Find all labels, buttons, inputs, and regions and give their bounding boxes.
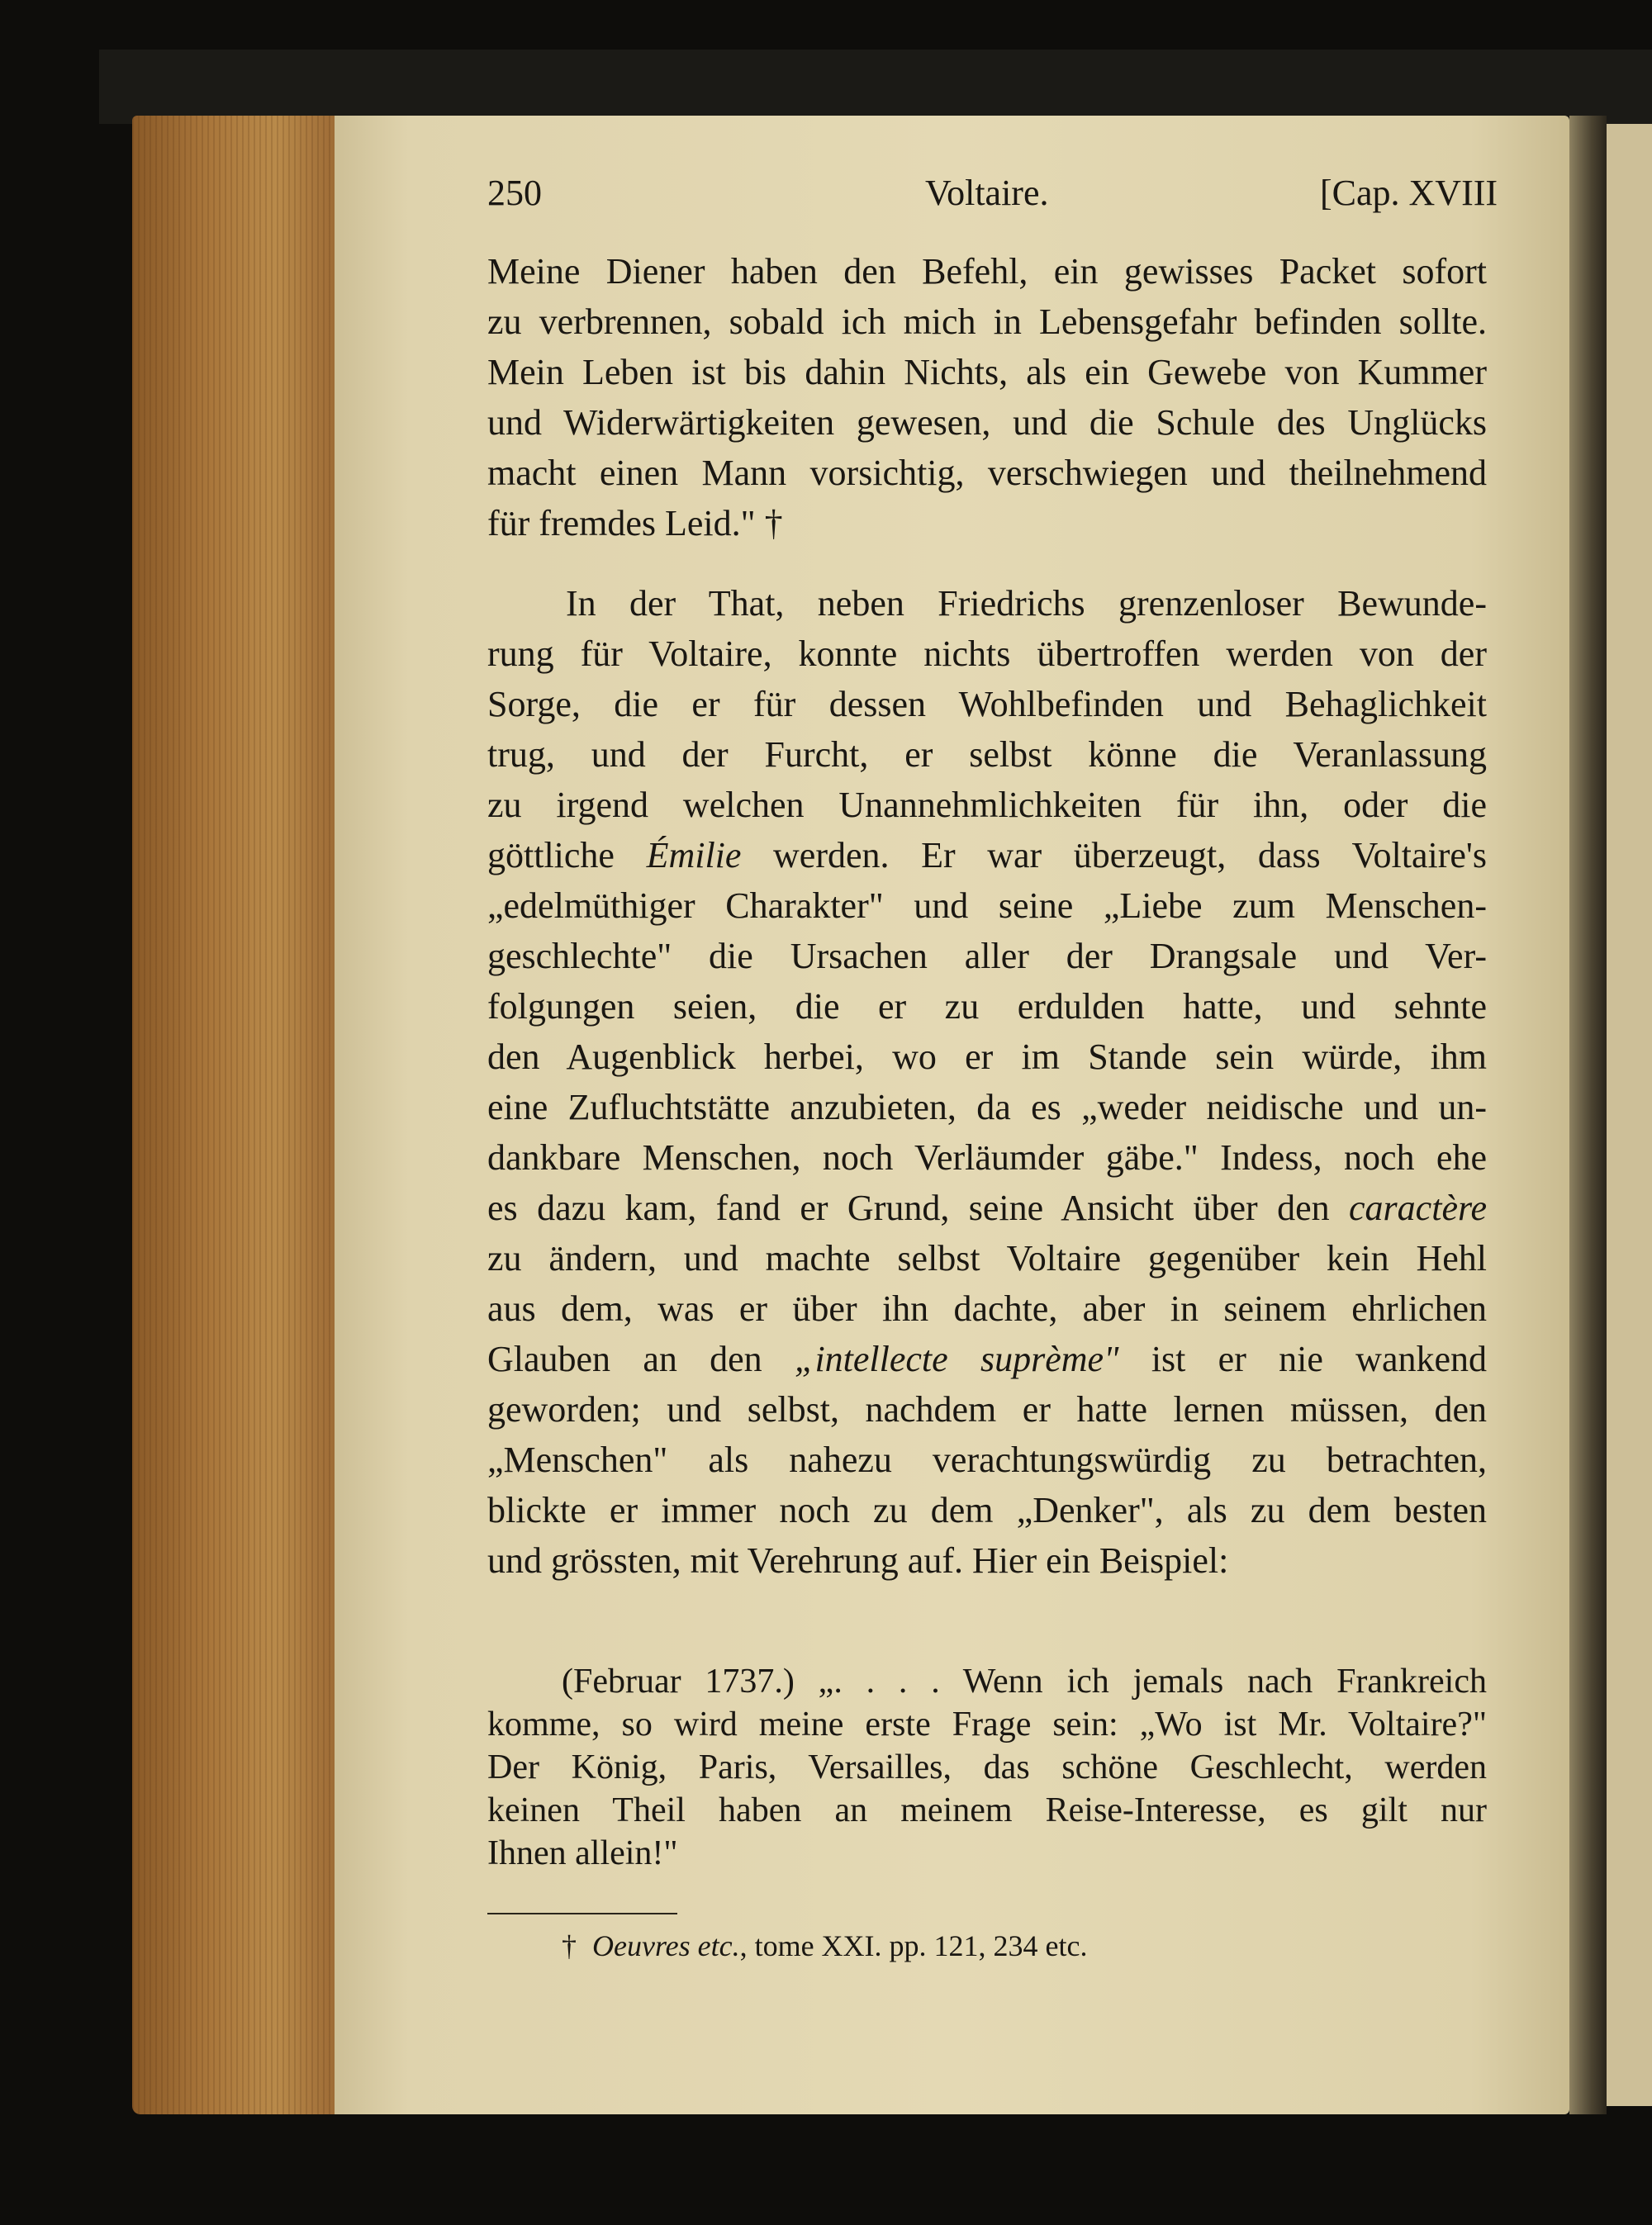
paragraph-quote [487,1660,1487,1875]
text-line: dankbare Menschen, noch Verläumder gäbe." Indess, noch ehe [487,1137,1487,1178]
text-line: den Augenblick herbei, wo er im Stande sein würde, ihm [487,1037,1487,1077]
text-line: aus dem, was er über ihn dachte, aber in seinem ehrlichen [487,1288,1487,1329]
paragraph-letter-end [487,246,1487,548]
footnote-divider [487,1913,677,1914]
running-title: Voltaire. [925,173,1049,213]
text-line: Sorge, die er für dessen Wohlbefinden und Behaglichkeit [487,684,1487,724]
text-line: „Menschen" als nahezu verachtungswürdig zu betrachten, [487,1440,1487,1480]
name-emilie: Émilie [646,835,742,875]
page-number: 250 [487,173,542,213]
word-caractere: caractère [1349,1188,1487,1228]
text-line: „edelmüthiger Charakter" und seine „Liebe zum Menschen- [487,885,1487,926]
text-line: und Widerwärtigkeiten gewesen, und die Schule des Unglücks [487,402,1487,443]
dagger-mark: † [562,1929,577,1962]
footnote-title: Oeuvres etc. [592,1929,740,1962]
text-line: zu irgend welchen Unannehmlichkeiten für ihn, oder die [487,785,1487,825]
paragraph-main [487,578,1487,1586]
text-fragment: ist er nie wankend [1118,1339,1487,1379]
text-line: folgungen seien, die er zu erdulden hatte, und sehnte [487,986,1487,1027]
chapter-heading: [Cap. XVIII [1320,173,1498,213]
facing-page-edge [1607,124,1652,2106]
text-line: In der That, neben Friedrichs grenzenloser Bewunde- [566,583,1487,624]
footnote [562,1928,1088,1963]
text-fragment: werden. Er war überzeugt, dass Voltaire's [741,835,1487,875]
book-cover-top [99,50,1652,124]
text-line: zu verbrennen, sobald ich mich in Lebensgefahr befinden sollte. [487,301,1487,342]
text-line [487,1334,1487,1384]
text-fragment: es dazu kam, fand er Grund, seine Ansicht über den [487,1188,1350,1228]
text-fragment: Glauben an den [487,1339,795,1379]
text-line: keinen Theil haben an meinem Reise-Interesse, es gilt nur [487,1791,1487,1829]
text-line: eine Zufluchtstätte anzubieten, da es „weder neidische und un- [487,1087,1487,1127]
text-line: Der König, Paris, Versailles, das schöne Geschlecht, werden [487,1748,1487,1786]
footnote-reference: , tome XXI. pp. 121, 234 etc. [739,1929,1088,1962]
text-line: geschlechte" die Ursachen aller der Drangsale und Ver- [487,936,1487,976]
text-line: geworden; und selbst, nachdem er hatte lernen müssen, den [487,1389,1487,1430]
text-line: (Februar 1737.) „. . . . Wenn ich jemals nach Frankreich [562,1663,1487,1701]
text-line: rung für Voltaire, konnte nichts übertroffen werden von der [487,633,1487,674]
text-line [487,830,1487,880]
text-line: komme, so wird meine erste Frage sein: „Wo ist Mr. Voltaire?" [487,1706,1487,1743]
text-line: Meine Diener haben den Befehl, ein gewisses Packet sofort [487,251,1487,292]
text-line: Ihnen allein!" [487,1834,678,1872]
text-line: Mein Leben ist bis dahin Nichts, als ein Gewebe von Kummer [487,352,1487,392]
text-line: für fremdes Leid." † [487,503,783,543]
book-gutter [1569,116,1607,2114]
text-fragment: göttliche [487,835,647,875]
text-line: zu ändern, und machte selbst Voltaire gegenüber kein Hehl [487,1238,1487,1279]
text-line: macht einen Mann vorsichtig, verschwiegen und theilnehmend [487,453,1487,493]
text-line: und grössten, mit Verehrung auf. Hier ein Beispiel: [487,1540,1229,1581]
text-line: blickte er immer noch zu dem „Denker", als zu dem besten [487,1490,1487,1530]
book-page-edges [132,116,339,2114]
phrase-intellecte-supreme: „intellecte suprème" [794,1339,1119,1379]
text-line: trug, und der Furcht, er selbst könne die Veranlassung [487,734,1487,775]
text-line [487,1183,1487,1233]
